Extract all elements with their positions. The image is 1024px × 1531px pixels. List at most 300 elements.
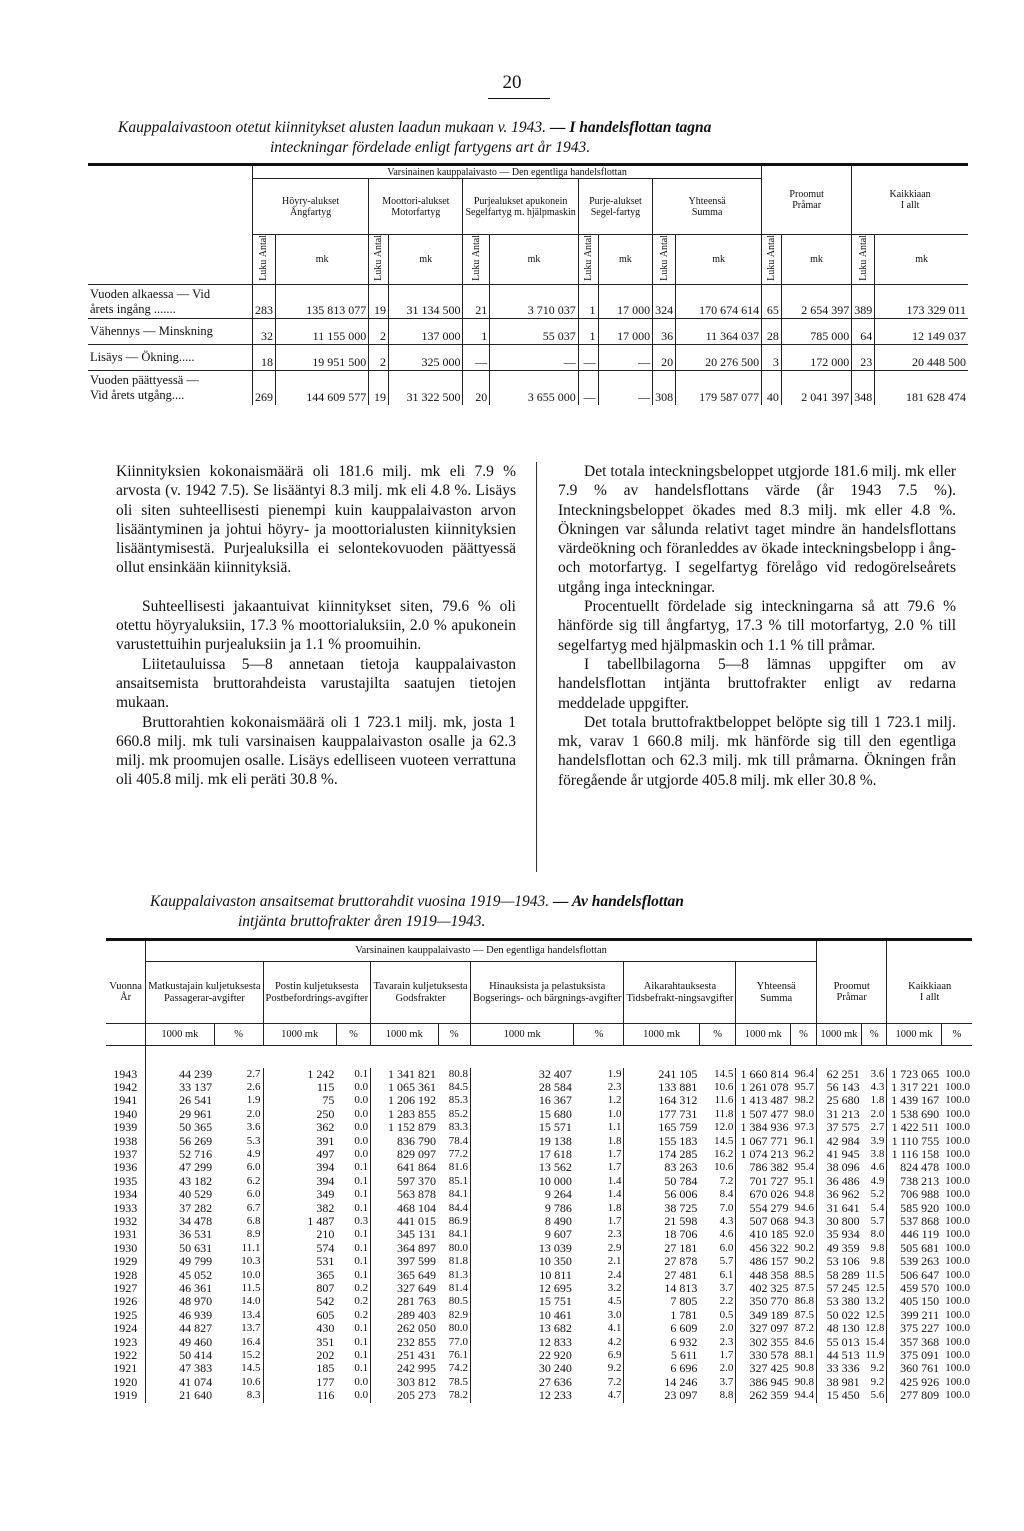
table2-cell: 641 864 [371,1161,438,1174]
table2-row [106,1242,972,1255]
table2-cell: 605 [263,1309,336,1322]
table1-row [88,371,968,405]
table2-cell: 6.2 [246,1174,261,1187]
table1-cell: 308 [653,371,676,405]
table2-cell: 30 800 [816,1215,861,1228]
table1-cell: 348 [852,371,875,405]
table2-cell: 14.5 [241,1362,261,1375]
table2-row [106,1349,972,1362]
percent-label: % [699,1024,736,1046]
table2-cell: 6.0 [246,1188,261,1201]
table2-cell: 95.1 [794,1174,814,1187]
year-cell: 1930 [106,1242,146,1255]
table2-cell: 38 981 [816,1376,861,1389]
table2-cell: 81.8 [448,1255,468,1268]
table2-cell: 86.9 [448,1214,468,1227]
table2-cell: 88.5 [794,1268,814,1281]
table1-cell: 144 609 577 [275,371,368,405]
unit-label: 1000 mk [263,1024,336,1046]
table1-cell: 19 951 500 [275,345,368,371]
table1-col-header-3: Purjealukset apukonein Segelfartyg m. hjälpmaskin [463,179,578,235]
table2-cell: 50 022 [816,1309,861,1322]
table2-cell: 83 263 [624,1161,699,1174]
table2-cell: 100.0 [945,1080,970,1093]
table2-cell: 3.8 [870,1147,885,1160]
table1-col-header-1: Höyry-alukset Ångfartyg [252,179,368,235]
table2-cell: 55 013 [816,1336,861,1349]
table1-row-label: Lisäys — Ökning..... [90,350,195,364]
table1-cell: 20 448 500 [875,345,968,371]
table2-cell: 210 [263,1228,336,1241]
year-cell: 1926 [106,1295,146,1308]
table2-cell: 21 598 [624,1215,699,1228]
percent-label: % [791,1024,817,1046]
table2-row [106,1336,972,1349]
unit-label: 1000 mk [887,1024,941,1046]
table2-cell: 0.1 [354,1362,369,1375]
table2-cell: 12.5 [865,1308,885,1321]
year-cell: 1942 [106,1081,146,1094]
table2-cell: 100.0 [945,1067,970,1080]
table2-cell: 3.6 [246,1121,261,1134]
table2-cell: 47 383 [146,1362,214,1375]
year-cell: 1923 [106,1336,146,1349]
table2-cell: 0.1 [354,1241,369,1254]
table2-col-header-2: Postin kuljetuksesta Postbefordrings-avgifter [263,962,371,1024]
table2-row [106,1175,972,1188]
table2-cell: 1 067 771 [736,1135,791,1148]
table2-cell: 0.1 [354,1349,369,1362]
table2-cell: 6.8 [246,1214,261,1227]
table2-cell: 0.1 [354,1268,369,1281]
table2-cell: 9.8 [870,1241,885,1254]
table2-cell: 32 407 [470,1068,573,1081]
unit-label: 1000 mk [371,1024,438,1046]
table2-cell: 9 264 [470,1188,573,1201]
table2-cell: 27 181 [624,1242,699,1255]
table2-cell: 8.3 [246,1389,261,1402]
table2-title-line2: intjänta bruttofrakter åren 1919—1943. [238,913,486,930]
year-cell: 1920 [106,1376,146,1389]
table2-cell: 164 312 [624,1094,699,1107]
table2-cell: 15.2 [241,1349,261,1362]
table2-cell: 1 422 511 [887,1121,941,1134]
table2-cell: 1 341 821 [371,1068,438,1081]
table2-cell: 0.5 [719,1308,734,1321]
table2-cell: 96.4 [794,1067,814,1080]
table2-cell: 44 239 [146,1068,214,1081]
table2-cell: 1 384 936 [736,1121,791,1134]
table2-cell: 30 240 [470,1362,573,1375]
table2-cell: 2.0 [719,1362,734,1375]
table2-cell: 100.0 [945,1308,970,1321]
table1-cell: 11 364 037 [676,319,762,345]
swedish-paragraph: I tabellbilagorna 5—8 lämnas uppgifter om av handelsflottan intjänta bruttofrakter enligt av redarna meddelade uppgifter. [558,655,956,712]
table2-row [106,1389,972,1402]
table2-cell: 1.7 [607,1147,622,1160]
table2-cell: 85.3 [448,1094,468,1107]
table2-cell: 362 [263,1121,336,1134]
table2-cell: 58 289 [816,1269,861,1282]
table2-col-header-4: Hinauksista ja pelastuksista Bogserings- och bärgnings-avgifter [470,962,624,1024]
percent-label: % [862,1024,887,1046]
table1-cell: 32 [252,319,275,345]
table2-cell: 81.3 [448,1268,468,1281]
table2-cell: 41 074 [146,1376,214,1389]
table2-title-fi: Kauppalaivaston ansaitsemat bruttorahdit vuosina 1919—1943. [150,893,550,910]
table2-cell: 3.0 [607,1308,622,1321]
table2-cell: 2.7 [246,1067,261,1080]
table2-cell: 9.8 [870,1255,885,1268]
table2-cell: 365 [263,1269,336,1282]
percent-label: % [336,1024,370,1046]
table2-cell: 100.0 [945,1255,970,1268]
table2-cell: 202 [263,1349,336,1362]
table2-cell: 394 [263,1161,336,1174]
table2-cell: 10 000 [470,1175,573,1188]
table2-cell: 100.0 [945,1295,970,1308]
table2-cell: 574 [263,1242,336,1255]
table2-cell: 88.1 [794,1349,814,1362]
table2-cell: 5.3 [246,1134,261,1147]
table2-cell: 1.8 [870,1094,885,1107]
table1-title-fi: Kauppalaivastoon otetut kiinnitykset alusten laadun mukaan v. 1943. [118,119,547,136]
year-cell: 1928 [106,1269,146,1282]
table2-cell: 14.0 [241,1295,261,1308]
table2-cell: 94.4 [794,1389,814,1402]
table2-cell: 81.4 [448,1282,468,1294]
table2-row [106,1081,972,1094]
table2-cell: 6 932 [624,1336,699,1349]
table2-cell: 38 725 [624,1202,699,1215]
table2-cell: 116 [263,1389,336,1402]
table2-cell: 46 939 [146,1309,214,1322]
table2-cell: 468 104 [371,1202,438,1215]
table2-cell: 48 970 [146,1295,214,1308]
table2-cell: 2.7 [870,1121,885,1134]
table2-cell: 90.8 [794,1375,814,1388]
table2-cell: 36 962 [816,1188,861,1201]
table2-cell: 402 325 [736,1282,791,1295]
table2-cell: 3.9 [870,1134,885,1147]
percent-label: % [574,1024,624,1046]
table1-cell: 1 [578,319,598,345]
table2-cell: 405 150 [887,1295,941,1308]
year-cell: 1937 [106,1148,146,1161]
table1-cell: 2 654 397 [781,285,851,319]
table2-cell: 446 119 [887,1228,941,1241]
table2-cell: 542 [263,1295,336,1308]
table2-cell: 382 [263,1202,336,1215]
table1-cell: 325 000 [388,345,463,371]
table2-cell: 0.0 [354,1375,369,1388]
table2-cell: 90.2 [794,1255,814,1268]
table2-cell: 0.0 [354,1389,369,1402]
table2-cell: 327 425 [736,1362,791,1375]
table2-cell: 44 513 [816,1349,861,1362]
year-cell: 1932 [106,1215,146,1228]
table2-cell: 1 065 361 [371,1081,438,1094]
year-cell: 1927 [106,1282,146,1295]
table2-cell: 56 269 [146,1135,214,1148]
table2-cell: 9.2 [870,1375,885,1388]
year-header: Vuonna År [106,962,146,1024]
table2-title-sv: — Av handelsflottan [553,893,684,910]
luku-antal-label: Luku Antal [470,235,482,281]
unit-label: 1000 mk [736,1024,791,1046]
table2-cell: 100.0 [945,1201,970,1214]
table2-cell: 2.1 [607,1255,622,1268]
table2-cell: 0.2 [354,1295,369,1308]
table1-cell: 64 [852,319,875,345]
table2-cell: 7.0 [719,1201,734,1214]
table2-cell: 349 [263,1188,336,1201]
table2-cell: 1 074 213 [736,1148,791,1161]
table2-cell: 5 611 [624,1349,699,1362]
table2-cell: 177 731 [624,1108,699,1121]
table2-cell: 77.2 [448,1147,468,1160]
table2-cell: 100.0 [945,1228,970,1241]
table2-cell: 49 359 [816,1242,861,1255]
table2-cell: 281 763 [371,1295,438,1308]
page-number: 20 [502,72,522,93]
mk-label: mk [598,235,653,285]
table2-cell: 100.0 [945,1188,970,1201]
table2-cell: 100.0 [945,1362,970,1375]
table1-cell: 20 [653,345,676,371]
table1-col-header-2: Moottori-alukset Motorfartyg [369,179,463,235]
table1-row-label: Vähennys — Minskning [90,324,213,338]
table2-cell: 0.1 [354,1255,369,1268]
table2-cell: 56 143 [816,1081,861,1094]
table2-cell: 1.2 [607,1094,622,1107]
table2-cell: 95.4 [794,1161,814,1174]
table2-cell: 33 137 [146,1081,214,1094]
table2-cell: 41 945 [816,1148,861,1161]
percent-label: % [941,1024,972,1046]
table2-cell: 31 641 [816,1202,861,1215]
table2-cell: 2.2 [719,1295,734,1308]
table2-cell: 807 [263,1282,336,1295]
table2-cell: 40 529 [146,1188,214,1201]
table2-cell: 46 361 [146,1282,214,1295]
table2-cell: 241 105 [624,1068,699,1081]
table2-cell: 22 920 [470,1349,573,1362]
table2-cell: 5.6 [870,1389,885,1402]
year-cell: 1935 [106,1175,146,1188]
percent-label: % [438,1024,470,1046]
table2-row [106,1282,972,1295]
table2-cell: 357 368 [887,1336,941,1349]
table2-row [106,1161,972,1174]
unit-label: 1000 mk [624,1024,699,1046]
table2-cell: 16 367 [470,1094,573,1107]
table2-cell: 1 660 814 [736,1068,791,1081]
table2-col-header-1: Matkustajain kuljetuksesta Passagerar-avgifter [148,981,261,1004]
table1-cell: 172 000 [781,345,851,371]
table2-cell: 19 138 [470,1135,573,1148]
table1-cell: — [490,345,578,371]
table2-cell: 670 026 [736,1188,791,1201]
table2-cell: 14.5 [714,1067,734,1080]
table2-cell: 531 [263,1255,336,1268]
table2-cell: 25 680 [816,1094,861,1107]
table2-cell: 397 599 [371,1255,438,1268]
table2-cell: 28 584 [470,1081,573,1094]
mk-label: mk [275,235,368,285]
table2-cell: 27 636 [470,1376,573,1389]
table2-cell: 205 273 [371,1389,438,1402]
table2-cell: 5.7 [870,1214,885,1227]
year-cell: 1924 [106,1322,146,1335]
table2-cell: 14 246 [624,1376,699,1389]
unit-label: 1000 mk [146,1024,214,1046]
table2-cell: 2.9 [607,1241,622,1254]
table1-cell: 135 813 077 [275,285,368,319]
table2-cell: 1.9 [607,1067,622,1080]
table2-cell: 100.0 [945,1094,970,1107]
table2-cell: 155 183 [624,1135,699,1148]
table2-cell: 0.0 [354,1134,369,1147]
table2-cell: 92.0 [794,1228,814,1241]
table2-cell: 351 [263,1336,336,1349]
table2-cell: 4.6 [870,1161,885,1174]
table2-cell: 1.1 [607,1121,622,1134]
table2-cell: 87.5 [794,1282,814,1294]
table1-cell: — [463,345,490,371]
table2-row [106,1269,972,1282]
table2-cell: 1 538 690 [887,1108,941,1121]
table2-cell: 86.8 [794,1295,814,1308]
unit-label: 1000 mk [816,1024,861,1046]
table2-cell: 8.8 [719,1389,734,1402]
table1-cell: 181 628 474 [875,371,968,405]
table2-cell: 507 068 [736,1215,791,1228]
table2-cell: 100.0 [945,1107,970,1120]
table2-cell: 0.1 [354,1228,369,1241]
table2-cell: 0.1 [354,1201,369,1214]
year-cell: 1931 [106,1228,146,1241]
table2-cell: 0.0 [354,1107,369,1120]
table2-cell: 100.0 [945,1121,970,1134]
table2-cell: 6.9 [607,1349,622,1362]
table1-cell: 20 276 500 [676,345,762,371]
table2-cell: 1 152 879 [371,1121,438,1134]
table2-cell: 1.8 [607,1201,622,1214]
table2-cell: 12.0 [714,1121,734,1134]
table2-cell: 13.7 [241,1322,261,1335]
table2-cell: 2.6 [246,1080,261,1093]
table2-cell: 563 878 [371,1188,438,1201]
table2-cell: 375 091 [887,1349,941,1362]
table2-cell: 0.2 [354,1282,369,1294]
table2-cell: 505 681 [887,1242,941,1255]
table2-cell: 14.5 [714,1134,734,1147]
table2-cell: 441 015 [371,1215,438,1228]
percent-label: % [214,1024,263,1046]
table2-cell: 345 131 [371,1228,438,1241]
table2-cell: 13.2 [865,1295,885,1308]
table2-cell: 506 647 [887,1269,941,1282]
luku-antal-label: Luku Antal [857,235,869,281]
table1-cell: 23 [852,345,875,371]
table2-cell: 1.7 [607,1161,622,1174]
table2-cell: 2.3 [719,1335,734,1348]
table2-cell: 36 486 [816,1175,861,1188]
finnish-text-column [116,462,516,790]
table2-cell: 6.7 [246,1201,261,1214]
table2-cell: 250 [263,1108,336,1121]
table2-cell: 16.4 [241,1335,261,1348]
table1-col-header-4: Purje-alukset Segel-fartyg [578,179,652,235]
table2-cell: 78.2 [448,1389,468,1402]
table1-row [88,345,968,371]
table2-cell: 49 460 [146,1336,214,1349]
table2-title [150,892,910,932]
table2-cell: 47 299 [146,1161,214,1174]
table1-cell: — [578,371,598,405]
table2-cell: 84.1 [448,1228,468,1241]
mk-label: mk [875,235,968,285]
table2-cell: 7.2 [607,1375,622,1388]
table2-cell: 50 631 [146,1242,214,1255]
table2-cell: 5.4 [870,1201,885,1214]
table2-cell: 33 336 [816,1362,861,1375]
table2-cell: 56 006 [624,1188,699,1201]
table2-cell: 133 881 [624,1081,699,1094]
table2-cell: 87.5 [794,1308,814,1321]
table2-cell: 262 359 [736,1389,791,1402]
table2-cell: 375 227 [887,1322,941,1335]
table2-cell: 94.3 [794,1214,814,1227]
table2-cell: 18 706 [624,1228,699,1241]
table2-cell: 4.6 [719,1228,734,1241]
table2-cell: 0.3 [354,1214,369,1227]
swedish-paragraph: Det totala inteckningsbeloppet utgjorde 181.6 milj. mk eller 7.9 % av handelsflottans värde (år 1943 7.5 %). Inteckningsbeloppet ökades med 8.3 milj. mk eller 4.8 %. Ökningen var sålunda relativt taget mindre än handelsflottans värdeökning och föranleddes av ökade inteckningsbelopp i ång- och motorfartyg. I segelfartyg förelågo vid redogörelseårets utgång inga inteckningar. [558,463,956,596]
unit-label: 1000 mk [470,1024,573,1046]
year-cell: 1922 [106,1349,146,1362]
table2-cell: 75 [263,1094,336,1107]
table2-cell: 44 827 [146,1322,214,1335]
table1-cell: 19 [369,285,389,319]
table2-cell: 456 322 [736,1242,791,1255]
table1-cell: 3 [762,345,782,371]
table2-cell: 50 784 [624,1175,699,1188]
table2-cell: 87.2 [794,1322,814,1335]
luku-antal-label: Luku Antal [582,235,594,281]
table2-row [106,1322,972,1335]
table2-cell: 37 575 [816,1121,861,1134]
table2-row [106,1202,972,1215]
table2-cell: 35 934 [816,1228,861,1241]
year-cell: 1938 [106,1135,146,1148]
table2-cell: 10 811 [470,1269,573,1282]
table2-cell: 706 988 [887,1188,941,1201]
year-cell: 1933 [106,1202,146,1215]
table2-cell: 185 [263,1362,336,1375]
table2-cell: 2.4 [607,1268,622,1281]
table2-cell: 100.0 [945,1282,970,1294]
table2-cell: 11.8 [714,1107,734,1120]
table2-cell: 76.1 [448,1349,468,1362]
table2-cell: 11.9 [865,1349,885,1362]
table2-cell: 7 805 [624,1295,699,1308]
table2-cell: 8.9 [246,1228,261,1241]
page-number-rule [488,98,550,99]
table2-cell: 57 245 [816,1282,861,1295]
table2-cell: 100.0 [945,1375,970,1388]
table2-cell: 100.0 [945,1134,970,1147]
